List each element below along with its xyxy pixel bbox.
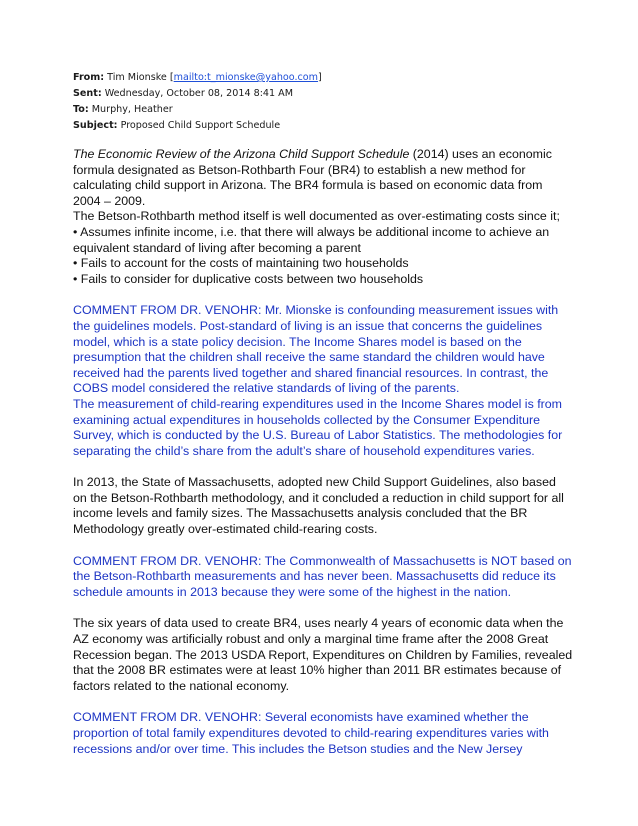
email-header — [73, 70, 573, 134]
from-email-link[interactable]: mailto:t_mionske@yahoo.com — [173, 72, 319, 83]
bracket-open: [ — [169, 72, 174, 83]
bullet-item: • Fails to account for the costs of maintaining two households — [73, 256, 409, 271]
comment-paragraph: COMMENT FROM DR. VENOHR: The Commonwealth of Massachusetts is NOT based on the Betson-Rothbarth measurements and has never been. Massachusetts did reduce its schedule amounts in 2013 because they were some of the highest in the nation. — [73, 553, 572, 599]
email-document — [73, 70, 573, 757]
massachusetts-paragraph: In 2013, the State of Massachusetts, adopted new Child Support Guidelines, also based on the Betson-Rothbarth methodology, and it concluded a reduction in child support for all income levels and family sizes. The Massachusetts analysis concluded that the BR Methodology greatly over-estimated child-rearing costs. — [73, 475, 564, 537]
to-value: Murphy, Heather — [91, 104, 173, 115]
bullet-item: • Fails to consider for duplicative costs between two households — [73, 271, 424, 286]
from-name: Tim Mionske — [107, 72, 167, 83]
intro-paragraph — [73, 147, 573, 209]
sent-value: Wednesday, October 08, 2014 8:41 AM — [104, 88, 294, 99]
report-title: The Economic Review of the Arizona Child Support Schedule — [73, 147, 410, 161]
subject-line — [73, 118, 573, 134]
subject-label: Subject: — [73, 120, 118, 131]
from-line — [73, 70, 573, 86]
from-label: From: — [73, 72, 105, 83]
comment-paragraph: COMMENT FROM DR. VENOHR: Several economists have examined whether the proportion of total family expenditures devoted to child-rearing expenditures varies with recessions and/or over time. This includes the Betson studies and the New Jersey — [73, 710, 549, 756]
subject-value: Proposed Child Support Schedule — [120, 120, 281, 131]
to-label: To: — [73, 104, 89, 115]
bracket-close: ] — [318, 72, 322, 83]
sent-line — [73, 86, 573, 102]
bullet-item: • Assumes infinite income, i.e. that there will always be additional income to achieve an equivalent standard of living after becoming a parent — [73, 224, 550, 255]
intro-text: (2014) uses an economic formula designated as Betson-Rothbarth Four (BR4) to establish a new method for calculating child support in Arizona. The BR4 formula is based on economic data from 2004 – 2009. — [73, 147, 552, 208]
sent-label: Sent: — [73, 88, 102, 99]
comment-paragraph: COMMENT FROM DR. VENOHR: Mr. Mionske is confounding measurement issues with the guidelines models. Post-standard of living is an issue that concerns the guidelines model, which is a state policy decision. The Income Shares model is based on the presumption that the children shall receive the same standard the children would have received had the parents lived together and shared financial resources. In contrast, the COBS model considered the relative standards of living of the parents. — [73, 303, 559, 396]
economy-paragraph: The six years of data used to create BR4, uses nearly 4 years of economic data when the AZ economy was artificially robust and only a marginal time frame after the 2008 Great Recession began. The 2013 USDA Report, Expenditures on Children by Families, revealed that the 2008 BR estimates were at least 10% higher than 2011 BR estimates because of factors related to the national economy. — [73, 616, 573, 693]
comment-paragraph: The measurement of child-rearing expenditures used in the Income Shares model is from examining actual expenditures in households collected by the Consumer Expenditure Survey, which is conducted by the U.S. Bureau of Labor Statistics. The methodologies for separating the child’s share from the adult’s share of household expenditures varies. — [73, 396, 563, 458]
to-line — [73, 102, 573, 118]
method-paragraph: The Betson-Rothbarth method itself is well documented as over-estimating costs since it; — [73, 209, 560, 224]
